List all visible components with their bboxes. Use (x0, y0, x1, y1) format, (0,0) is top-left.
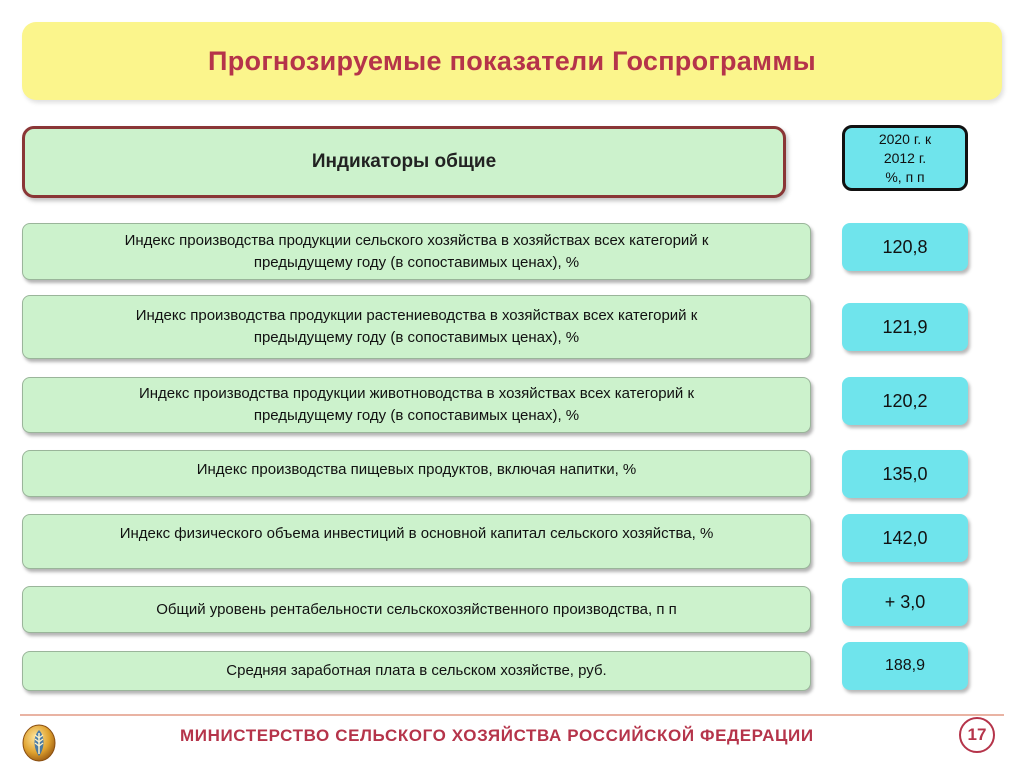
indicator-label-line: Индекс физического объема инвестиций в основной капитал сельского хозяйства, % (119, 525, 714, 542)
indicator-row (22, 586, 811, 633)
indicator-row (22, 295, 811, 359)
indicator-value: 135,0 (842, 450, 968, 498)
footer-ministry-name: МИНИСТЕРСТВО СЕЛЬСКОГО ХОЗЯЙСТВА РОССИЙСКОЙ ФЕДЕРАЦИИ (180, 726, 814, 745)
column-header-line: %, п п (885, 168, 925, 185)
indicator-label-line: Индекс производства пищевых продуктов, включая напитки, % (196, 461, 637, 478)
indicator-label-line: предыдущему году (в сопоставимых ценах), % (253, 407, 580, 424)
value-column-header (842, 125, 968, 191)
indicator-value: 142,0 (842, 514, 968, 562)
indicator-row (22, 651, 811, 691)
column-header-line: 2020 г. к (878, 130, 932, 147)
title-banner (22, 22, 1002, 100)
indicator-label-line: предыдущему году (в сопоставимых ценах), % (253, 329, 580, 346)
indicator-value: 120,2 (842, 377, 968, 425)
indicator-label-line: Общий уровень рентабельности сельскохозяйственного производства, п п (156, 600, 677, 618)
indicator-label-line: Индекс производства продукции сельского хозяйства в хозяйствах всех категорий к (124, 231, 709, 249)
indicator-label-line: Индекс производства продукции растениеводства в хозяйствах всех категорий к (135, 307, 698, 324)
indicator-row (22, 377, 811, 433)
indicator-label-line: Индекс производства продукции животноводства в хозяйствах всех категорий к (138, 385, 695, 402)
page-title: Прогнозируемые показатели Госпрограммы (208, 45, 816, 76)
footer-divider (20, 714, 1004, 716)
indicator-label-line: Средняя заработная плата в сельском хозяйстве, руб. (226, 662, 607, 679)
indicator-value: 188,9 (842, 642, 968, 690)
section-title: Индикаторы общие (311, 151, 497, 172)
page-number: 17 (959, 717, 995, 753)
indicator-label-line: предыдущему году (в сопоставимых ценах), % (253, 253, 580, 271)
wheat-emblem-icon (21, 723, 57, 763)
indicator-value: + 3,0 (842, 578, 968, 626)
indicator-value: 120,8 (842, 223, 968, 271)
column-header-line: 2012 г. (883, 149, 927, 166)
indicator-value: 121,9 (842, 303, 968, 351)
section-header (22, 126, 786, 198)
indicator-row (22, 514, 811, 569)
indicator-row (22, 450, 811, 497)
indicator-row (22, 223, 811, 280)
